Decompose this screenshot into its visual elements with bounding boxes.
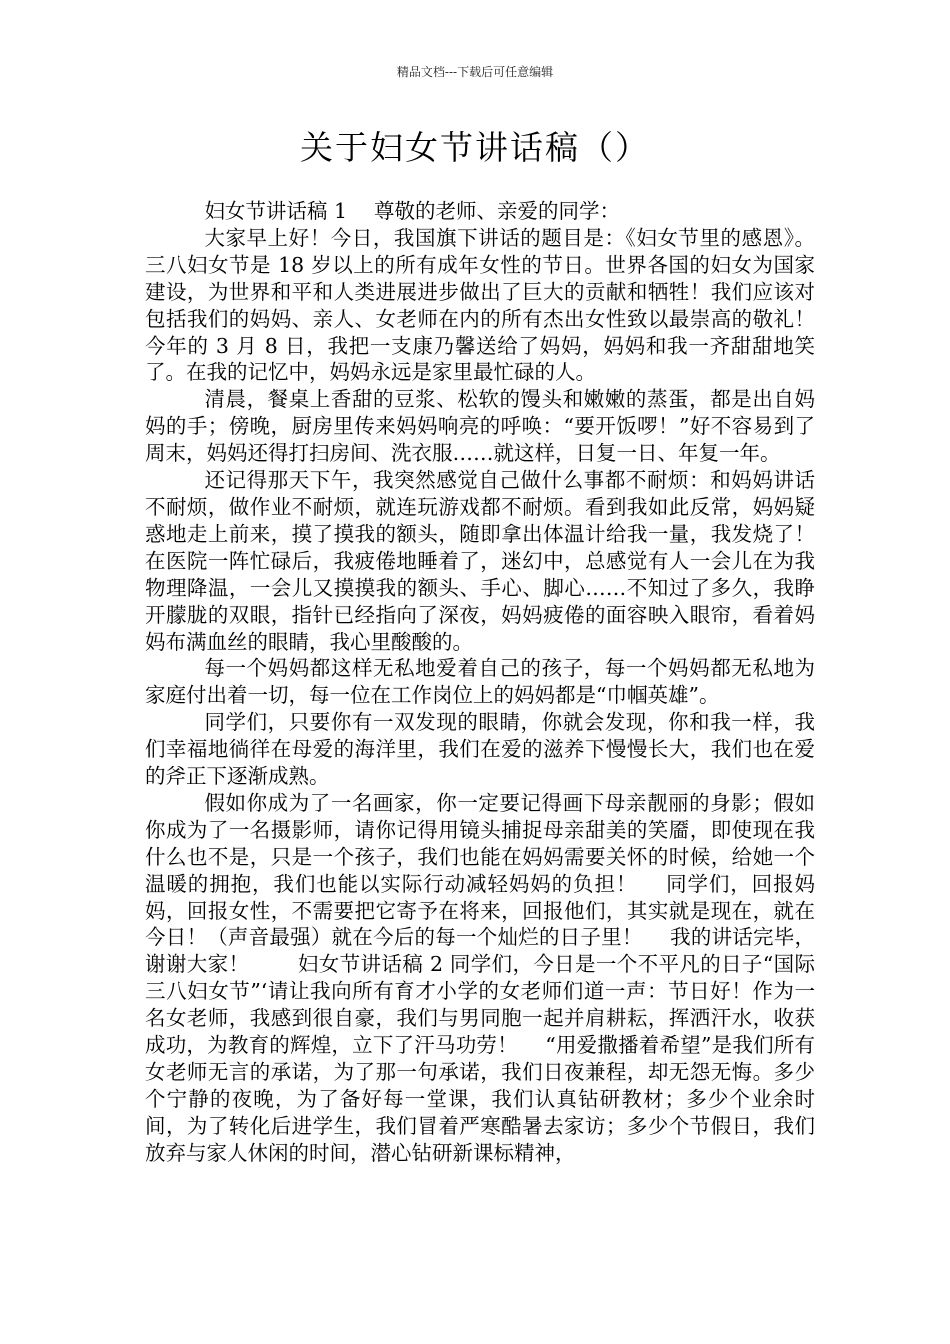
header-note: 精品文档---下载后可任意编辑	[396, 65, 554, 79]
paragraph: 每一个妈妈都这样无私地爱着自己的孩子，每一个妈妈都无私地为家庭付出着一切，每一位在工作岗位上的妈妈都是“巾帼英雄”。	[145, 656, 815, 708]
paragraph: 大家早上好！今日，我国旗下讲话的题目是：《妇女节里的感恩》。三八妇女节是 18 岁以上的所有成年女性的节日。世界各国的妇女为国家建设，为世界和平和人类进展进步做出了巨大的贡献和牺牲！我们应该对包括我们的妈妈、亲人、女老师在内的所有杰出女性致以最崇高的敬礼！ 今年的 3 月 8 日，我把一支康乃馨送给了妈妈，妈妈和我一齐甜甜地笑了。在我的记忆中，妈妈永远是家里最忙碌的人。	[145, 225, 843, 385]
paragraph: 妇女节讲话稿 1 尊敬的老师、亲爱的同学：	[204, 199, 621, 223]
paragraph: 清晨，餐桌上香甜的豆浆、松软的馒头和嫩嫩的蒸蛋，都是出自妈妈的手；傍晚，厨房里传来妈妈响亮的呼唤：“要开饭啰！”好不容易到了周末，妈妈还得打扫房间、洗衣服……就这样，日复一日、年复一年。	[145, 387, 815, 466]
paragraph: 还记得那天下午，我突然感觉自己做什么事都不耐烦：和妈妈讲话不耐烦，做作业不耐烦，就连玩游戏都不耐烦。看到我如此反常，妈妈疑惑地走上前来，摸了摸我的额头，随即拿出体温计给我一量，我发烧了！在医院一阵忙碌后，我疲倦地睡着了，迷幻中，总感觉有人一会儿在为我物理降温，一会儿又摸摸我的额头、手心、脚心……不知过了多久，我睁开朦胧的双眼，指针已经指向了深夜，妈妈疲倦的面容映入眼帘，看着妈妈布满血丝的眼睛，我心里酸酸的。	[145, 468, 815, 654]
paragraph: 同学们，只要你有一双发现的眼睛，你就会发现，你和我一样，我们幸福地徜徉在母爱的海洋里，我们在爱的滋养下慢慢长大，我们也在爱的斧正下逐渐成熟。	[145, 710, 815, 789]
document-body	[145, 198, 843, 1167]
paragraph: 假如你成为了一名画家，你一定要记得画下母亲靓丽的身影；假如你成为了一名摄影师，请你记得用镜头捕捉母亲甜美的笑靥，即使现在我什么也不是，只是一个孩子，我们也能在妈妈需要关怀的时候，给她一个温暖的拥抱，我们也能以实际行动减轻妈妈的负担！ 同学们，回报妈妈，回报女性，不需要把它寄予在将来，回报他们，其实就是现在，就在今日！（声音最强）就在今后的每一个灿烂的日子里！ 我的讲话完毕，谢谢大家！ 妇女节讲话稿 2 同学们，今日是一个不平凡的日子“国际三八妇女节”‘请让我向所有育才小学的女老师们道一声：节日好！作为一名女老师，我感到很自豪，我们与男同胞一起并肩耕耘，挥洒汗水，收获成功，为教育的辉煌，立下了汗马功劳！ “用爱撒播着希望”是我们所有女老师无言的承诺，为了那一句承诺，我们日夜兼程，却无怨无悔。多少个宁静的夜晚，为了备好每一堂课，我们认真钻研教材；多少个业余时间，为了转化后进学生，我们冒着严寒酷暑去家访；多少个节假日，我们放弃与家人休闲的时间，潜心钻研新课标精神，	[145, 790, 815, 1165]
document-title: 关于妇女节讲话稿（）	[300, 128, 650, 167]
